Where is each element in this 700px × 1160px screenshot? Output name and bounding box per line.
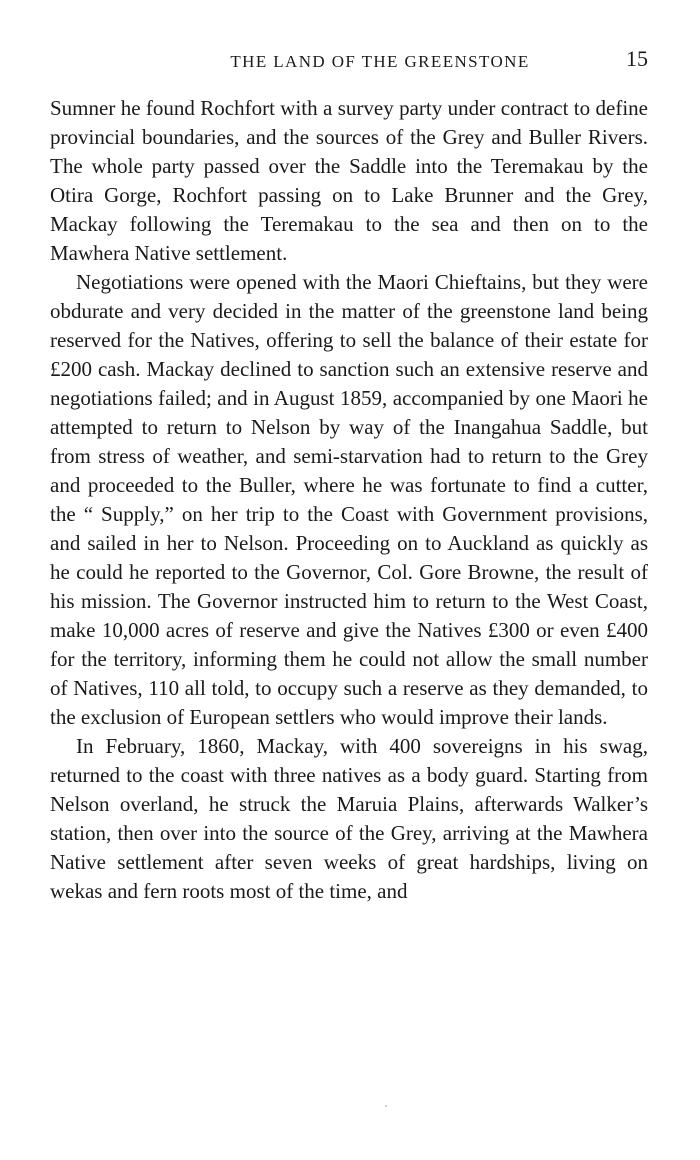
body-text bbox=[50, 94, 648, 906]
paragraph-february-1860: In February, 1860, Mackay, with 400 sovereigns in his swag, returned to the coast with three natives as a body guard. Starting from Nelson overland, he struck the Maruia Plains, afterwards Walker’s station, then over into the source of the Grey, arriving at the Mawhera Native settlement after seven weeks of great hardships, living on wekas and fern roots most of the time, and bbox=[50, 734, 648, 903]
running-head bbox=[50, 40, 650, 80]
running-title: THE LAND OF THE GREENSTONE bbox=[230, 52, 530, 71]
paragraph-continued: Sumner he found Rochfort with a survey party under contract to define provincial boundaries, and the sources of the Grey and Buller Rivers. The whole party passed over the Saddle into the Teremakau by the Otira Gorge, Rochfort passing on to Lake Brunner and the Grey, Mackay following the Teremakau to the sea and then on to the Mawhera Native settlement. bbox=[50, 96, 648, 265]
paragraph-negotiations: Negotiations were opened with the Maori Chieftains, but they were obdurate and very decided in the matter of the greenstone land being reserved for the Natives, offering to sell the balance of their estate for £200 cash. Mackay declined to sanction such an extensive reserve and negotiations failed; and in August 1859, accompanied by one Maori he attempted to return to Nelson by way of the Inangahua Saddle, but from stress of weather, and semi-starvation had to return to the Grey and proceeded to the Buller, where he was fortunate to find a cutter, the “ Supply,” on her trip to the Coast with Government provisions, and sailed in her to Nelson. Proceeding on to Auckland as quickly as he could he reported to the Governor, Col. Gore Browne, the result of his mission. The Governor instructed him to return to the West Coast, make 10,000 acres of reserve and give the Natives £300 or even £400 for the territory, informing them he could not allow the small number of Natives, 110 all told, to occupy such a reserve as they demanded, to the exclusion of European settlers who would improve their lands. bbox=[50, 270, 648, 729]
page-number: 15 bbox=[626, 46, 648, 71]
scan-speck bbox=[385, 1105, 387, 1107]
